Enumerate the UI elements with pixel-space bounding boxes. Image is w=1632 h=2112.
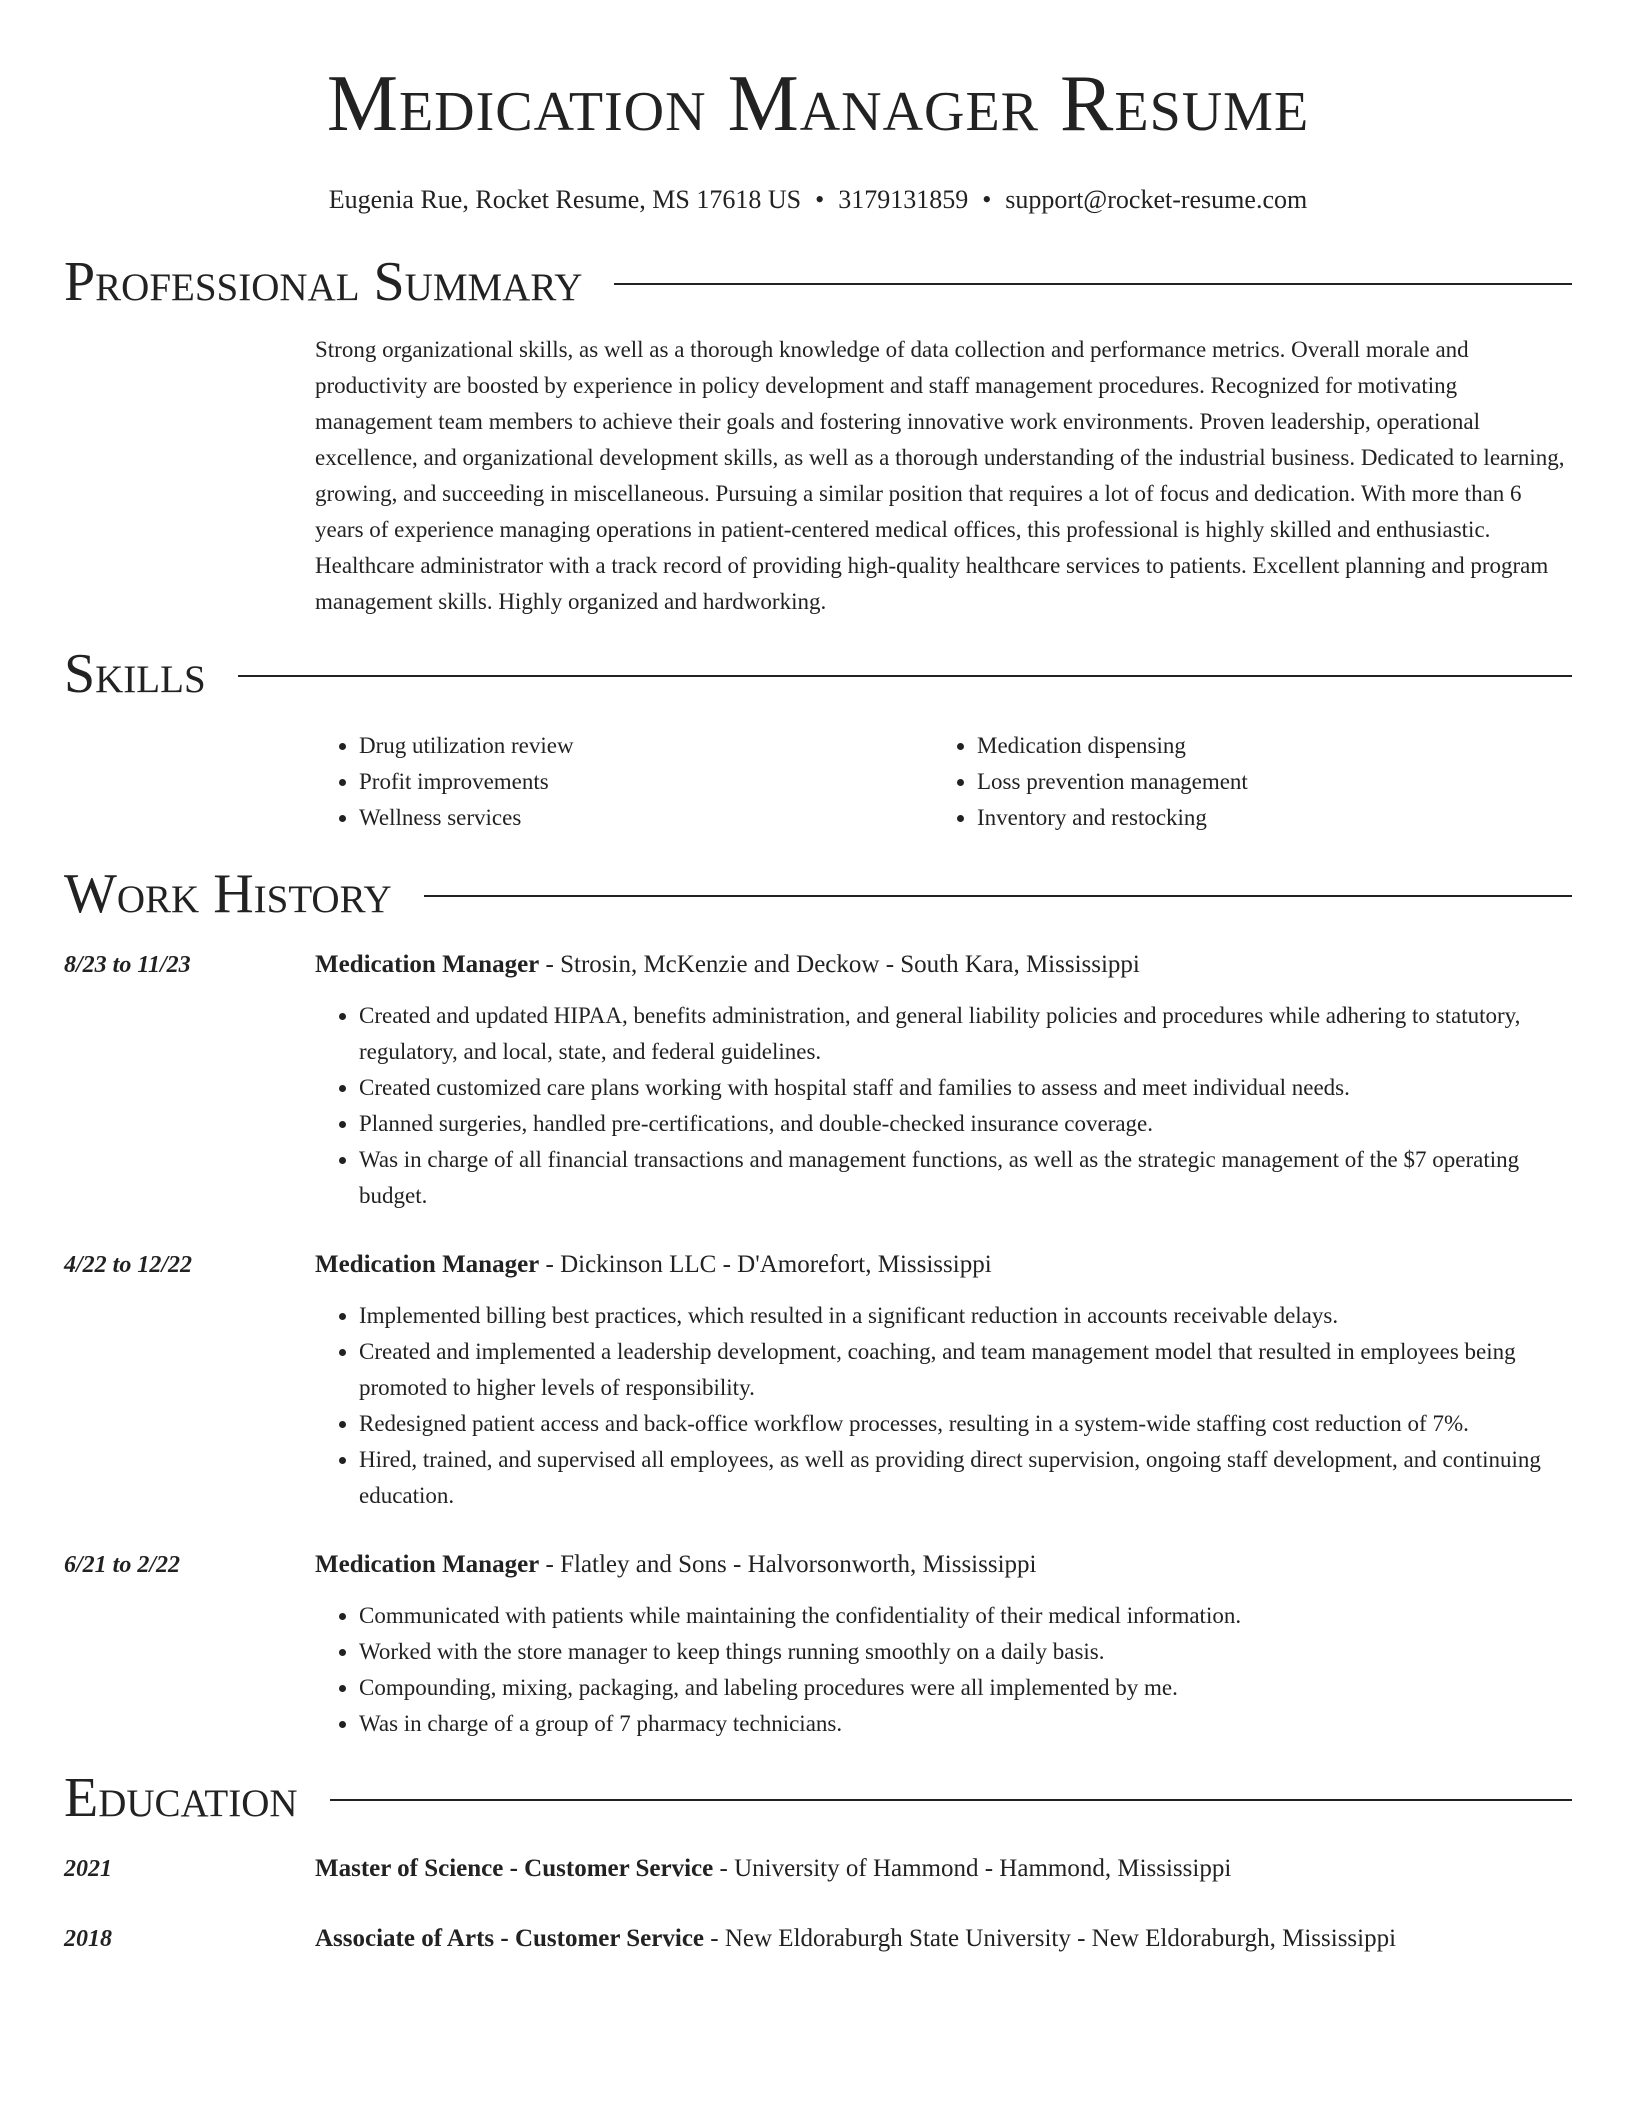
job-bullet: • Communicated with patients while maintaining the confidentiality of their medical information. xyxy=(359,1598,1572,1634)
education-section-header xyxy=(64,1766,1572,1830)
education-details: - New Eldoraburgh State University - New Eldoraburgh, Mississippi xyxy=(704,1925,1397,1952)
job-bullets xyxy=(315,1598,1572,1742)
job-bullet: • Worked with the store manager to keep things running smoothly on a daily basis. xyxy=(359,1634,1572,1670)
skills-column-left xyxy=(315,728,933,836)
skill-item: • Inventory and restocking xyxy=(977,800,1563,836)
section-divider xyxy=(330,1799,1572,1801)
job-dates: 6/21 to 2/22 xyxy=(64,1552,181,1578)
job-title: Medication Manager xyxy=(315,1551,540,1578)
education-heading-line xyxy=(315,1852,1572,1886)
job-entry xyxy=(64,1548,1572,1742)
section-divider xyxy=(424,895,1572,897)
job-bullet: • Planned surgeries, handled pre-certifications, and double-checked insurance coverage. xyxy=(359,1106,1572,1142)
work-heading: Work History xyxy=(64,863,392,925)
education-entry xyxy=(64,1922,1572,1956)
education-heading: Education xyxy=(64,1767,298,1829)
job-heading xyxy=(315,1248,1572,1282)
skill-item: • Drug utilization review xyxy=(359,728,933,764)
contact-address: Eugenia Rue, Rocket Resume, MS 17618 US xyxy=(328,185,802,214)
contact-separator: • xyxy=(982,185,992,214)
education-body xyxy=(315,1922,1572,1956)
education-heading-line xyxy=(315,1922,1572,1956)
job-bullet: • Created and updated HIPAA, benefits administration, and general liability policies and procedures while adhering to statutory, regulatory, and local, state, and federal guidelines. xyxy=(359,998,1572,1070)
skill-item: • Profit improvements xyxy=(359,764,933,800)
skill-item: • Loss prevention management xyxy=(977,764,1563,800)
job-bullets xyxy=(315,1298,1572,1514)
job-title: Medication Manager xyxy=(315,951,540,978)
job-details: - Flatley and Sons - Halvorsonworth, Mississippi xyxy=(539,1551,1037,1578)
job-bullet: • Redesigned patient access and back-office workflow processes, resulting in a system-wide staffing cost reduction of 7%. xyxy=(359,1406,1572,1442)
job-heading xyxy=(315,1548,1572,1582)
contact-separator: • xyxy=(815,185,825,214)
education-details: - University of Hammond - Hammond, Mississippi xyxy=(713,1855,1232,1882)
summary-heading: Professional Summary xyxy=(64,251,583,313)
job-body xyxy=(315,1548,1572,1742)
contact-email[interactable]: support@rocket-resume.com xyxy=(1005,185,1308,214)
work-section-header xyxy=(64,862,1572,926)
skill-item: • Wellness services xyxy=(359,800,933,836)
job-dates: 4/22 to 12/22 xyxy=(64,1252,193,1278)
summary-section-header xyxy=(64,250,1572,314)
job-bullet: • Implemented billing best practices, which resulted in a significant reduction in accounts receivable delays. xyxy=(359,1298,1572,1334)
skills-list xyxy=(315,728,1572,836)
resume-page xyxy=(64,0,1572,1956)
job-bullet: • Hired, trained, and supervised all employees, as well as providing direct supervision, ongoing staff development, and continuing education. xyxy=(359,1442,1572,1514)
section-divider xyxy=(614,283,1572,285)
job-entry xyxy=(64,1248,1572,1514)
skills-heading: Skills xyxy=(64,643,206,705)
job-title: Medication Manager xyxy=(315,1251,540,1278)
contact-line xyxy=(64,184,1572,216)
job-body xyxy=(315,1248,1572,1514)
resume-title: Medication Manager Resume xyxy=(326,60,1310,148)
skills-column-right xyxy=(933,728,1563,836)
skills-section-header xyxy=(64,642,1572,706)
job-body xyxy=(315,948,1572,1214)
education-year: 2018 xyxy=(64,1926,112,1952)
job-bullet: • Was in charge of a group of 7 pharmacy technicians. xyxy=(359,1706,1572,1742)
section-divider xyxy=(238,675,1572,677)
education-body xyxy=(315,1852,1572,1886)
education-entry xyxy=(64,1852,1572,1886)
job-bullet: • Compounding, mixing, packaging, and labeling procedures were all implemented by me. xyxy=(359,1670,1572,1706)
job-bullets xyxy=(315,998,1572,1214)
education-degree: Associate of Arts - Customer Service xyxy=(315,1925,705,1952)
job-heading xyxy=(315,948,1572,982)
contact-phone: 3179131859 xyxy=(838,185,969,214)
job-entry xyxy=(64,948,1572,1214)
job-bullet: • Created customized care plans working with hospital staff and families to assess and meet individual needs. xyxy=(359,1070,1572,1106)
job-dates: 8/23 to 11/23 xyxy=(64,952,191,978)
skill-item: • Medication dispensing xyxy=(977,728,1563,764)
job-bullet: • Was in charge of all financial transactions and management functions, as well as the strategic management of the $7 operating budget. xyxy=(359,1142,1572,1214)
education-year: 2021 xyxy=(64,1856,112,1882)
education-degree: Master of Science - Customer Service xyxy=(315,1855,714,1882)
summary-text: Strong organizational skills, as well as a thorough knowledge of data collection and performance metrics. Overall morale and productivity are boosted by experience in policy development and staff management procedures. Recognized for motivating management team members to achieve their goals and fostering innovative work environments. Proven leadership, operational excellence, and organizational development skills, as well as a thorough understanding of the industrial business. Dedicated to learning, growing, and succeeding in miscellaneous. Pursuing a similar position that requires a lot of focus and dedication. With more than 6 years of experience managing operations in patient-centered medical offices, this professional is highly skilled and enthusiastic. Healthcare administrator with a track record of providing high-quality healthcare services to patients. Excellent planning and program management skills. Highly organized and hardworking. xyxy=(315,337,1565,614)
job-details: - Strosin, McKenzie and Deckow - South Kara, Mississippi xyxy=(539,951,1140,978)
job-bullet: • Created and implemented a leadership development, coaching, and team management model that resulted in employees being promoted to higher levels of responsibility. xyxy=(359,1334,1572,1406)
job-details: - Dickinson LLC - D'Amorefort, Mississippi xyxy=(539,1251,992,1278)
